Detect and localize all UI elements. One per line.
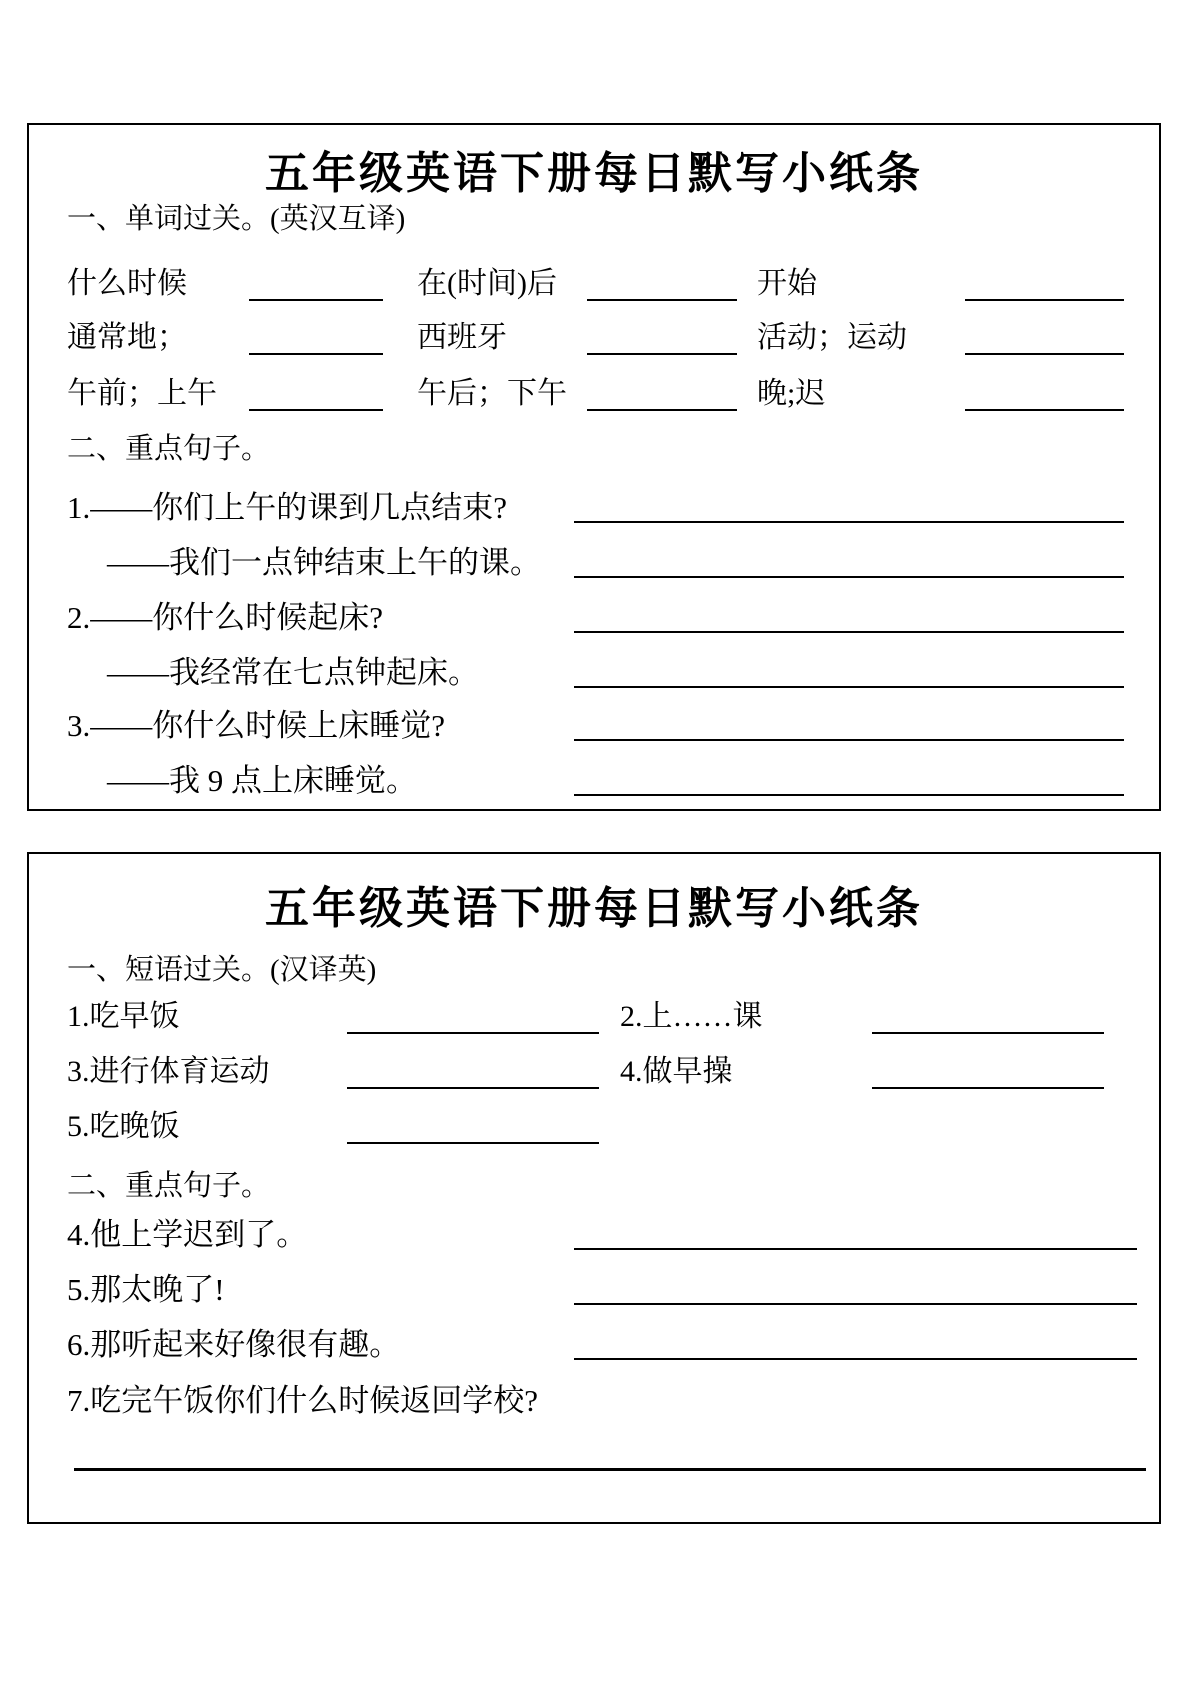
- answer-blank: [965, 299, 1124, 301]
- sentence-text: 5.那太晚了!: [67, 1272, 225, 1307]
- vocab-label: 通常地；: [67, 321, 187, 354]
- sentence-row: [29, 595, 1159, 639]
- section-2-heading: 二、重点句子。: [67, 433, 271, 465]
- sentence-text: 6.那听起来好像很有趣。: [67, 1327, 401, 1362]
- answer-blank: [249, 353, 383, 355]
- sentence-text: 7.吃完午饭你们什么时候返回学校?: [67, 1383, 539, 1418]
- section-1-heading: 一、短语过关。(汉译英): [67, 954, 377, 986]
- vocab-label: 西班牙: [417, 321, 507, 354]
- answer-blank: [574, 576, 1124, 578]
- sentence-row: [29, 540, 1159, 584]
- vocab-row: [29, 373, 1159, 413]
- answer-blank: [574, 631, 1124, 633]
- vocab-label: 在(时间)后: [417, 267, 557, 300]
- phrase-row: [29, 1106, 1159, 1146]
- vocab-label: 什么时候: [67, 267, 187, 300]
- worksheet-title: 五年级英语下册每日默写小纸条: [265, 149, 923, 198]
- phrase-row: [29, 1051, 1159, 1091]
- answer-blank: [574, 1248, 1137, 1250]
- sentence-text: ——我们一点钟结束上午的课。: [107, 545, 541, 580]
- vocab-row: [29, 317, 1159, 357]
- answer-blank: [574, 739, 1124, 741]
- vocab-label: 活动；运动: [757, 321, 907, 354]
- vocab-label: 午后；下午: [417, 377, 567, 410]
- sentence-row: [29, 1322, 1159, 1366]
- vocab-label: 晚;迟: [757, 377, 826, 410]
- answer-blank: [574, 1303, 1137, 1305]
- sentence-text: ——我 9 点上床睡觉。: [107, 763, 417, 798]
- vocab-label: 开始: [757, 267, 817, 300]
- sentence-row: [29, 703, 1159, 747]
- writing-line: [74, 1468, 1146, 1471]
- worksheet-card-2: [27, 852, 1161, 1524]
- answer-blank: [587, 409, 737, 411]
- phrase-label: 2.上……课: [620, 1000, 763, 1033]
- answer-blank: [872, 1032, 1104, 1034]
- section-1-heading: 一、单词过关。(英汉互译): [67, 203, 406, 235]
- vocab-row: [29, 263, 1159, 303]
- phrase-label: 5.吃晚饭: [67, 1110, 180, 1143]
- sentence-row: [29, 650, 1159, 694]
- answer-blank: [347, 1142, 599, 1144]
- answer-blank: [965, 409, 1124, 411]
- answer-blank: [249, 409, 383, 411]
- answer-blank: [249, 299, 383, 301]
- sentence-text: 4.他上学迟到了。: [67, 1217, 308, 1252]
- answer-blank: [872, 1087, 1104, 1089]
- sentence-row: [29, 1212, 1159, 1256]
- worksheet-card-1: [27, 123, 1161, 811]
- answer-blank: [347, 1087, 599, 1089]
- answer-blank: [574, 521, 1124, 523]
- phrase-label: 3.进行体育运动: [67, 1055, 270, 1088]
- phrase-label: 1.吃早饭: [67, 1000, 180, 1033]
- answer-blank: [587, 353, 737, 355]
- answer-blank: [574, 1358, 1137, 1360]
- answer-blank: [587, 299, 737, 301]
- worksheet-title: 五年级英语下册每日默写小纸条: [265, 884, 923, 933]
- answer-blank: [965, 353, 1124, 355]
- section-2-heading: 二、重点句子。: [67, 1170, 271, 1202]
- sentence-row: [29, 1267, 1159, 1311]
- sentence-row: [29, 485, 1159, 529]
- answer-blank: [574, 686, 1124, 688]
- sentence-text: ——我经常在七点钟起床。: [107, 655, 479, 690]
- vocab-label: 午前；上午: [67, 377, 217, 410]
- answer-blank: [574, 794, 1124, 796]
- phrase-label: 4.做早操: [620, 1055, 733, 1088]
- answer-blank: [347, 1032, 599, 1034]
- phrase-row: [29, 996, 1159, 1036]
- sentence-text: 2.——你什么时候起床?: [67, 600, 384, 635]
- sentence-row: [29, 758, 1159, 802]
- sentence-text: 3.——你什么时候上床睡觉?: [67, 708, 446, 743]
- sentence-text: 1.——你们上午的课到几点结束?: [67, 490, 508, 525]
- sentence-row: [29, 1378, 1159, 1422]
